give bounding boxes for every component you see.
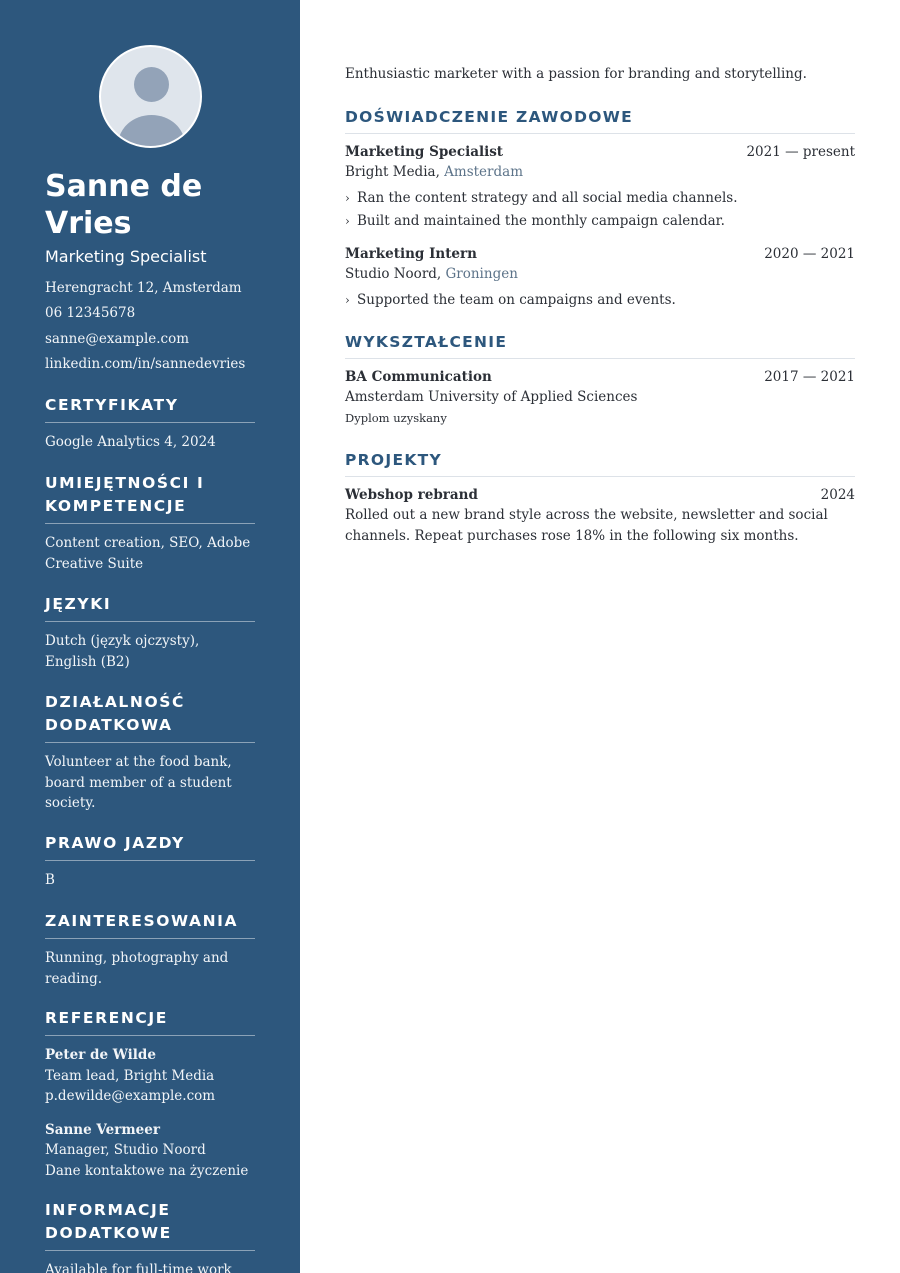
additional-info-section (45, 1199, 255, 1273)
experience-item (345, 142, 855, 232)
job-location: Amsterdam (444, 164, 523, 180)
reference-item (45, 1120, 255, 1182)
languages-section (45, 593, 255, 672)
reference-position: Manager, Studio Noord (45, 1142, 206, 1158)
references-list (45, 1045, 255, 1181)
job-bullets (345, 187, 855, 232)
additional-info-text: Available for full-time work (45, 1262, 232, 1273)
reference-name: Sanne Vermeer (45, 1121, 160, 1138)
candidate-role: Marketing Specialist (45, 247, 207, 266)
reference-position: Team lead, Bright Media (45, 1067, 215, 1084)
interests-section (45, 910, 255, 989)
license-heading: PRAWO JAZDY (45, 832, 255, 861)
education-item (345, 367, 855, 428)
certifications-heading: CERTYFIKATY (45, 394, 255, 423)
education-section (345, 331, 855, 428)
chevron-right-icon: › (345, 213, 350, 228)
languages-text: Dutch (język ojczysty), English (B2) (45, 633, 200, 670)
job-bullets (345, 289, 855, 312)
job-bullet: › Supported the team on campaigns and events. (345, 289, 855, 312)
languages-heading: JĘZYKI (45, 593, 255, 622)
interests-text: Running, photography and reading. (45, 950, 229, 987)
job-dates: 2021 — present (746, 144, 855, 160)
contact-address: Herengracht 12, Amsterdam (45, 280, 242, 296)
experience-section (345, 106, 855, 312)
job-title: Marketing Intern (345, 246, 477, 262)
skills-text: Content creation, SEO, Adobe Creative Suite (45, 535, 251, 572)
license-section (45, 832, 255, 891)
company-name: Bright Media, (345, 164, 440, 180)
company-name: Studio Noord, (345, 266, 442, 282)
experience-heading: DOŚWIADCZENIE ZAWODOWE (345, 106, 855, 134)
references-section (45, 1007, 255, 1194)
project-item (345, 485, 855, 546)
job-title: Marketing Specialist (345, 144, 504, 160)
projects-section (345, 449, 855, 546)
education-heading: WYKSZTAŁCENIE (345, 331, 855, 359)
job-location: Groningen (445, 266, 518, 282)
contact-block (45, 276, 265, 377)
job-bullet: › Built and maintained the monthly campaign calendar. (345, 210, 855, 233)
user-placeholder-icon (99, 45, 202, 148)
activities-section (45, 691, 255, 814)
skills-heading: UMIEJĘTNOŚCI I KOMPETENCJE (45, 472, 255, 524)
chevron-right-icon: › (345, 191, 350, 205)
degree-dates: 2017 — 2021 (764, 369, 855, 385)
activities-heading: DZIAŁALNOŚĆ DODATKOWA (45, 691, 255, 743)
project-title: Webshop rebrand (345, 487, 478, 503)
additional-info-heading: INFORMACJE DODATKOWE (45, 1199, 255, 1251)
activities-text: Volunteer at the food bank, board member of a student society. (45, 754, 232, 811)
reference-item (45, 1045, 255, 1107)
project-description: Rolled out a new brand style across the website, newsletter and social channels. Repeat purchases rose 18% in the following six months. (345, 507, 828, 544)
certifications-text: Google Analytics 4, 2024 (45, 434, 216, 450)
job-dates: 2020 — 2021 (764, 246, 855, 262)
skills-section (45, 472, 255, 574)
degree-note: Dyplom uzyskany (345, 411, 447, 425)
contact-phone: 06 12345678 (45, 305, 136, 322)
school-name: Amsterdam University of Applied Sciences (345, 389, 638, 405)
license-text: B (45, 872, 55, 888)
reference-name: Peter de Wilde (45, 1047, 156, 1063)
interests-heading: ZAINTERESOWANIA (45, 910, 255, 939)
contact-email[interactable]: sanne@example.com (45, 330, 190, 347)
candidate-name: Sanne de Vries (45, 169, 203, 241)
reference-contact[interactable]: p.dewilde@example.com (45, 1088, 216, 1104)
experience-item (345, 244, 855, 312)
sidebar (0, 0, 300, 1273)
reference-contact: Dane kontaktowe na życzenie (45, 1162, 249, 1179)
contact-linkedin[interactable]: linkedin.com/in/sannedevries (45, 355, 246, 372)
job-bullet: › Ran the content strategy and all social media channels. (345, 187, 855, 210)
certifications-section (45, 394, 255, 453)
profile-summary: Enthusiastic marketer with a passion for branding and storytelling. (345, 66, 807, 82)
chevron-right-icon: › (345, 293, 350, 307)
references-heading: REFERENCJE (45, 1007, 255, 1036)
project-year: 2024 (820, 487, 855, 503)
projects-heading: PROJEKTY (345, 449, 855, 477)
degree-title: BA Communication (345, 369, 492, 385)
